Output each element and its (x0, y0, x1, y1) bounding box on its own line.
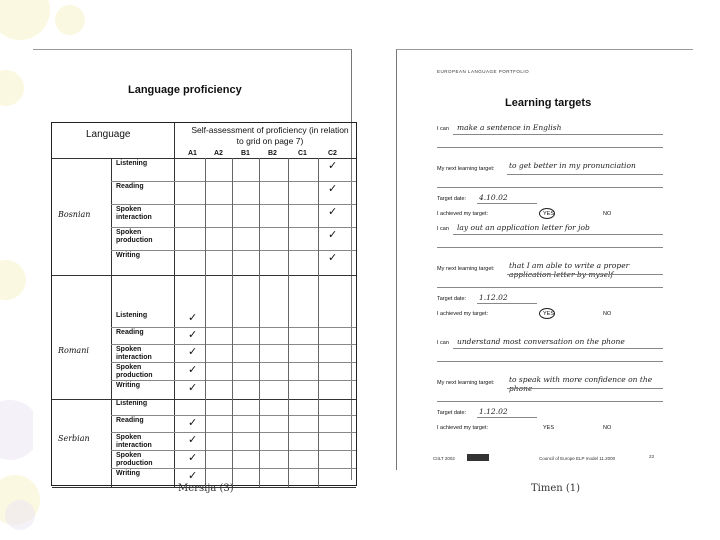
rule-line (437, 187, 663, 188)
skill-label: Spoken interaction (116, 346, 152, 361)
yes-option: YES (543, 425, 555, 431)
next-target-label: My next learning target: (437, 266, 495, 272)
target-date-label: Target date: (437, 196, 467, 202)
grid-line (111, 158, 112, 487)
self-assessment-header: Self-assessment of proficiency (in relation to grid on page 7) (191, 125, 349, 146)
portfolio-header: EUROPEAN LANGUAGE PORTFOLIO (437, 69, 530, 74)
decor-bubble (0, 0, 50, 40)
skill-label: Spoken production (116, 229, 153, 244)
grid-line (111, 415, 356, 416)
target-date-label: Target date: (437, 296, 467, 302)
next-target-text: to speak with more confidence on the (509, 375, 653, 384)
page-title: Language proficiency (128, 84, 242, 96)
no-option: NO (603, 311, 612, 317)
decor-bubble (0, 70, 24, 106)
target-date: 4.10.02 (479, 193, 508, 202)
yes-option: YES (543, 211, 555, 217)
tick-mark: ✓ (188, 452, 198, 464)
skill-label: Writing (116, 252, 140, 259)
skill-label: Writing (116, 382, 140, 389)
yes-circle (539, 208, 555, 219)
skill-label: Listening (116, 160, 148, 167)
next-target-text: that I am able to write a proper (509, 261, 630, 270)
decor-bubble (5, 500, 35, 530)
i-can-label: I can (437, 340, 449, 346)
achieved-label: I achieved my target: (437, 311, 489, 317)
achieved-label: I achieved my target: (437, 425, 489, 431)
rule-line (437, 401, 663, 402)
next-target-label: My next learning target: (437, 166, 495, 172)
skill-label: Listening (116, 400, 148, 407)
rule-line (437, 287, 663, 288)
next-target-label: My next learning target: (437, 380, 495, 386)
rule-line (477, 417, 537, 418)
page-caption: Mersija (3) (178, 483, 234, 494)
skill-label: Spoken production (116, 452, 153, 467)
grid-line (205, 158, 206, 487)
skill-label: Spoken interaction (116, 434, 152, 449)
tick-mark: ✓ (328, 229, 338, 241)
decor-bubble (0, 260, 26, 300)
rule-line (437, 247, 663, 248)
rule-line (453, 134, 663, 135)
level-header-b2: B2 (268, 150, 277, 157)
i-can-label: I can (437, 126, 449, 132)
no-option: NO (603, 425, 612, 431)
page-number: 23 (649, 454, 655, 459)
tick-mark: ✓ (328, 160, 338, 172)
grid-line (52, 275, 356, 276)
grid-line (111, 327, 356, 328)
footer-left: CIILT 2002 (433, 456, 455, 461)
decor-bubble (55, 5, 85, 35)
rule-line (453, 348, 663, 349)
i-can-text: lay out an application letter for job (457, 223, 590, 232)
skill-label: Reading (116, 417, 144, 424)
grid-line (232, 158, 233, 487)
i-can-text: understand most conversation on the phone (457, 337, 625, 346)
level-header-a2: A2 (214, 150, 223, 157)
tick-mark: ✓ (328, 183, 338, 195)
learning-targets-page (396, 49, 693, 494)
tick-mark: ✓ (328, 252, 338, 264)
rule-line (477, 303, 537, 304)
grid-line (111, 227, 356, 228)
grid-line (111, 432, 356, 433)
rule-line (507, 274, 663, 275)
page-caption: Timen (1) (531, 483, 581, 494)
grid-line (111, 181, 356, 182)
grid-line (111, 468, 356, 469)
publisher-logo (467, 454, 489, 461)
tick-mark: ✓ (188, 364, 198, 376)
i-can-label: I can (437, 226, 449, 232)
tick-mark: ✓ (188, 417, 198, 429)
skill-label: Reading (116, 329, 144, 336)
target-date-label: Target date: (437, 410, 467, 416)
grid-line (52, 158, 356, 159)
grid-line (259, 158, 260, 487)
grid-line (111, 204, 356, 205)
skill-label: Spoken production (116, 364, 153, 379)
i-can-text: make a sentence in English (457, 123, 562, 132)
next-target-text: to get better in my pronunciation (509, 161, 636, 170)
level-header-a1: A1 (188, 150, 197, 157)
rule-line (507, 174, 663, 175)
rule-line (477, 203, 537, 204)
level-header-b1: B1 (241, 150, 250, 157)
grid-line (111, 362, 356, 363)
grid-line (288, 158, 289, 487)
tick-mark: ✓ (328, 206, 338, 218)
rule-line (507, 388, 663, 389)
tick-mark: ✓ (188, 312, 198, 324)
grid-line (111, 250, 356, 251)
grid-line (111, 380, 356, 381)
proficiency-grid (51, 122, 357, 486)
tick-mark: ✓ (188, 346, 198, 358)
yes-circle (539, 308, 555, 319)
language-name: Bosnian (58, 210, 91, 219)
achieved-label: I achieved my target: (437, 211, 489, 217)
footer-right: Council of Europe ELP model 11.2000 (539, 456, 616, 461)
page-title: Learning targets (505, 97, 592, 109)
rule-line (437, 361, 663, 362)
grid-line (52, 399, 356, 400)
language-header: Language (86, 129, 131, 140)
skill-label: Listening (116, 312, 148, 319)
tick-mark: ✓ (188, 382, 198, 394)
rule-line (437, 147, 663, 148)
tick-mark: ✓ (188, 434, 198, 446)
grid-line (318, 158, 319, 487)
grid-line (111, 344, 356, 345)
rule-line (453, 234, 663, 235)
skill-label: Reading (116, 183, 144, 190)
grid-line (111, 450, 356, 451)
tick-mark: ✓ (188, 329, 198, 341)
skill-label: Spoken interaction (116, 206, 152, 221)
target-date: 1.12.02 (479, 293, 508, 302)
skill-label: Writing (116, 470, 140, 477)
tick-mark: ✓ (188, 470, 198, 482)
level-header-c1: C1 (298, 150, 307, 157)
target-date: 1.12.02 (479, 407, 508, 416)
language-name: Romani (58, 346, 89, 355)
no-option: NO (603, 211, 612, 217)
yes-option: YES (543, 311, 555, 317)
language-proficiency-page (33, 49, 352, 494)
language-name: Serbian (58, 434, 90, 443)
level-header-c2: C2 (328, 150, 337, 157)
